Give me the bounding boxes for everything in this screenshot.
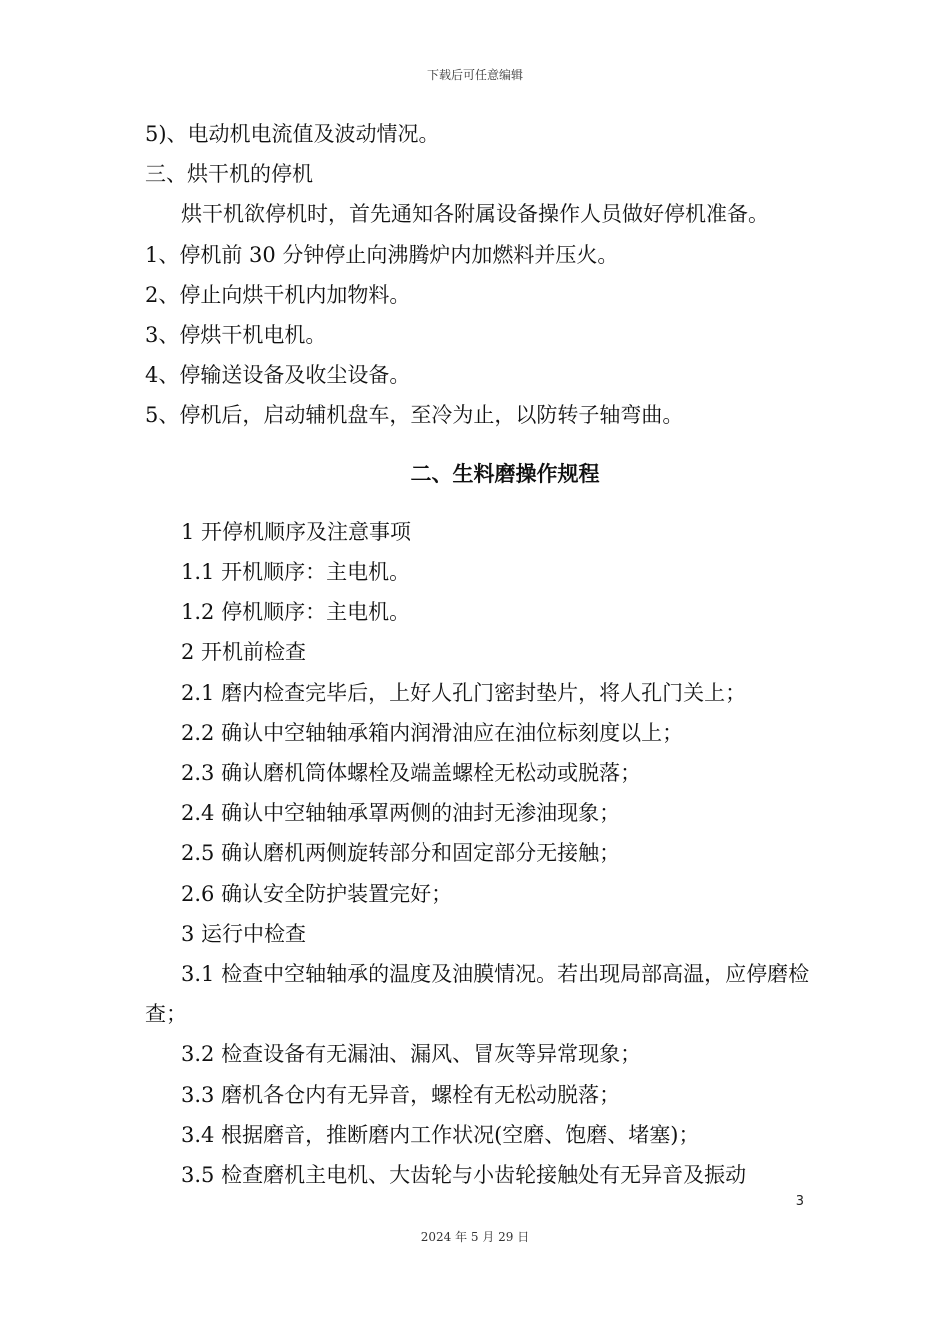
- page-number: 3: [795, 1194, 804, 1209]
- list-item: 1.2 停机顺序：主电机。: [181, 600, 411, 625]
- list-item: 2.2 确认中空轴轴承箱内润滑油应在油位标刻度以上；: [181, 720, 684, 745]
- list-item: 2 开机前检查: [181, 640, 307, 665]
- list-item: 2.4 确认中空轴轴承罩两侧的油封无渗油现象；: [181, 801, 621, 826]
- list-item: 4、停输送设备及收尘设备。: [145, 363, 411, 388]
- list-item: 5、停机后，启动辅机盘车，至冷为止，以防转子轴弯曲。: [145, 403, 684, 428]
- list-item: 1、停机前 30 分钟停止向沸腾炉内加燃料并压火。: [145, 242, 619, 267]
- list-item: 1.1 开机顺序：主电机。: [181, 560, 411, 585]
- list-item: 2.1 磨内检查完毕后，上好人孔门密封垫片，将人孔门关上；: [181, 680, 747, 705]
- list-item: 3.4 根据磨音，推断磨内工作状况(空磨、饱磨、堵塞)；: [181, 1122, 700, 1147]
- list-item: 1 开停机顺序及注意事项: [181, 519, 412, 544]
- subsection-heading: 三、烘干机的停机: [145, 162, 313, 187]
- list-item: 3.3 磨机各仓内有无异音，螺栓有无松动脱落；: [181, 1082, 621, 1107]
- list-item: 3.5 检查磨机主电机、大齿轮与小齿轮接触处有无异音及振动: [181, 1163, 747, 1188]
- document-body: [145, 114, 815, 1195]
- list-item: 3.2 检查设备有无漏油、漏风、冒灰等异常现象；: [181, 1042, 642, 1067]
- section-heading: 二、生料磨操作规程: [410, 461, 600, 486]
- list-item: 2.3 确认磨机筒体螺栓及端盖螺栓无松动或脱落；: [181, 761, 642, 786]
- list-item: 3、停烘干机电机。: [145, 323, 327, 348]
- page-header: 下载后可任意编辑: [426, 68, 523, 82]
- list-item: 2、停止向烘干机内加物料。: [145, 282, 411, 307]
- list-item: 2.5 确认磨机两侧旋转部分和固定部分无接触；: [181, 841, 621, 866]
- list-item: 3.1 检查中空轴轴承的温度及油膜情况。若出现局部高温，应停磨检查；: [145, 962, 810, 1027]
- footer-date: 2024 年 5 月 29 日: [420, 1230, 530, 1244]
- list-item: 3 运行中检查: [181, 921, 307, 946]
- text-line: 5)、电动机电流值及波动情况。: [145, 122, 440, 146]
- text-line: 烘干机欲停机时，首先通知各附属设备操作人员做好停机准备。: [181, 202, 769, 227]
- list-item: 2.6 确认安全防护装置完好；: [181, 881, 453, 906]
